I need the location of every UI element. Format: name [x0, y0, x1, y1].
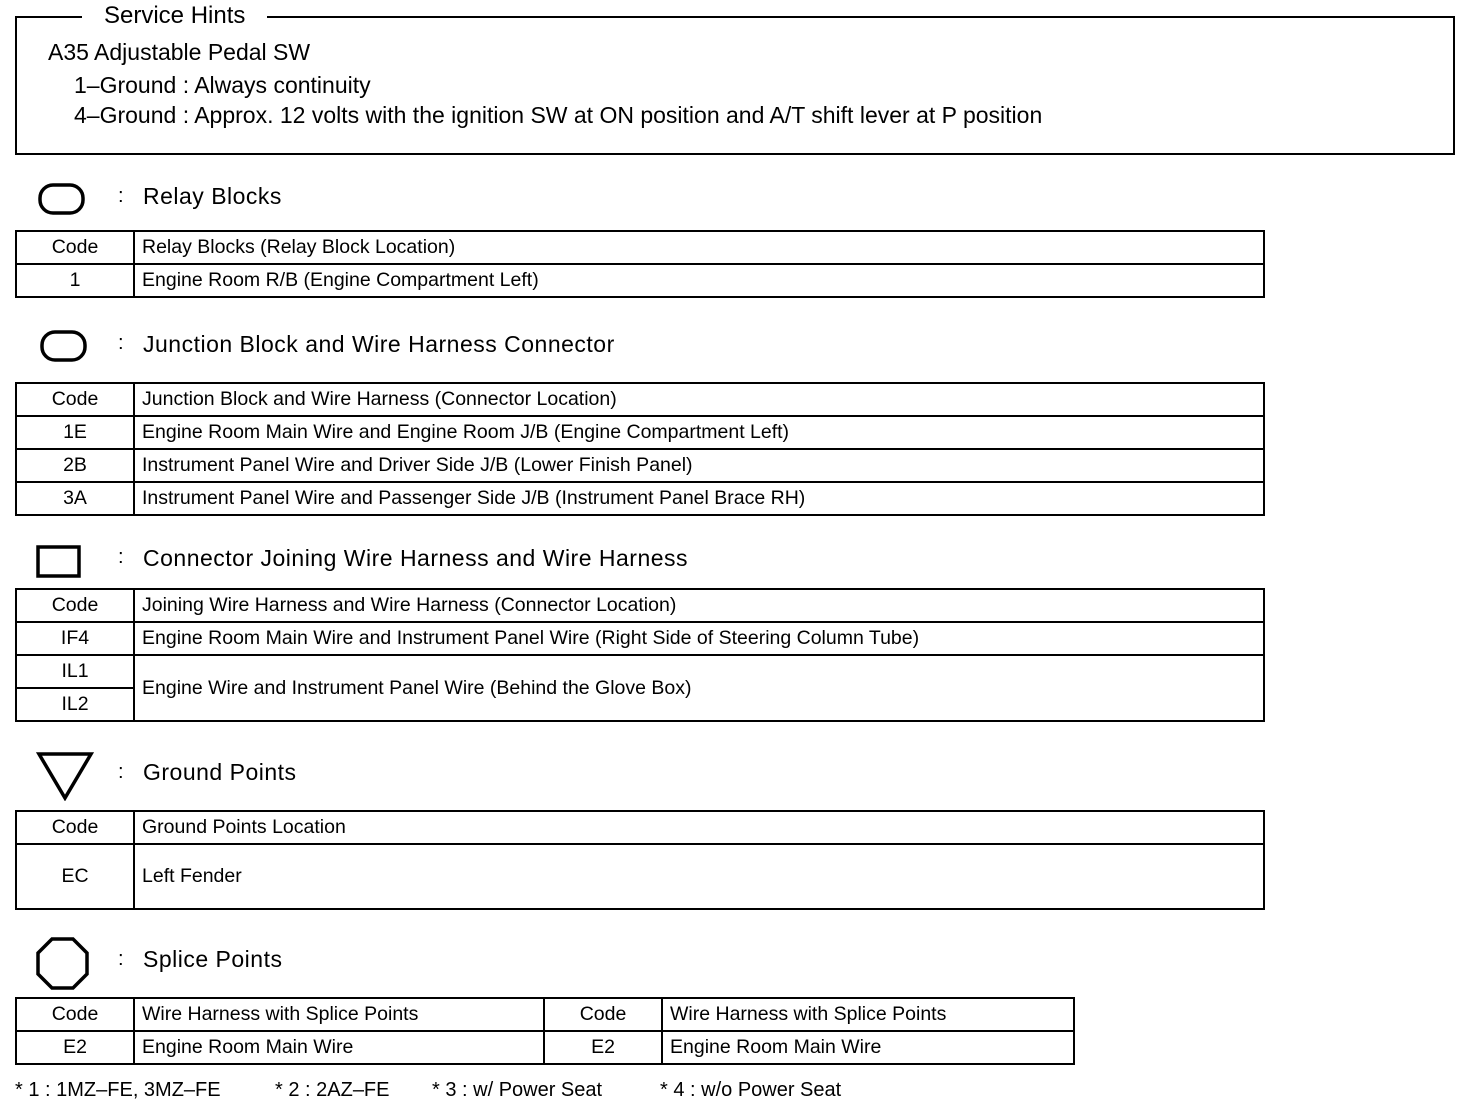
junction-block-table	[15, 382, 1265, 516]
splice-points-table	[15, 997, 1075, 1065]
component-name: A35 Adjustable Pedal SW	[48, 39, 311, 65]
triangle-down-icon	[36, 751, 94, 801]
row-desc: Engine Room Main Wire	[134, 1031, 544, 1064]
header-desc: Wire Harness with Splice Points	[662, 998, 1074, 1031]
separator-colon: :	[118, 948, 124, 970]
table-header-row	[16, 383, 1264, 416]
table-header-row	[16, 811, 1264, 844]
separator-colon: :	[118, 185, 124, 207]
row-code: IL2	[16, 688, 134, 721]
rectangle-icon	[36, 544, 84, 580]
table-row	[16, 449, 1264, 482]
hint-line-2: 4–Ground : Approx. 12 volts with the ignition SW at ON position and A/T shift lever at P position	[74, 102, 1043, 128]
row-code: 2B	[16, 449, 134, 482]
footnote: * 2 : 2AZ–FE	[275, 1079, 390, 1101]
service-hints-title: Service Hints	[82, 2, 267, 30]
header-code: Code	[16, 998, 134, 1031]
row-code: 1E	[16, 416, 134, 449]
table-row	[16, 264, 1264, 297]
section-title-connectors: Connector Joining Wire Harness and Wire Harness	[143, 545, 689, 571]
table-row	[16, 1031, 1074, 1064]
footnote: * 4 : w/o Power Seat	[660, 1079, 842, 1101]
header-code: Code	[544, 998, 662, 1031]
row-desc: Instrument Panel Wire and Passenger Side J/B (Instrument Panel Brace RH)	[134, 482, 1264, 515]
table-row	[16, 844, 1264, 909]
footnote: * 1 : 1MZ–FE, 3MZ–FE	[15, 1079, 221, 1101]
row-code: IL1	[16, 655, 134, 688]
row-code: E2	[16, 1031, 134, 1064]
row-desc: Engine Room Main Wire and Instrument Panel Wire (Right Side of Steering Column Tube)	[134, 622, 1264, 655]
row-code: 3A	[16, 482, 134, 515]
row-desc: Engine Room Main Wire	[662, 1031, 1074, 1064]
row-desc: Engine Wire and Instrument Panel Wire (Behind the Glove Box)	[134, 655, 1264, 721]
connector-table	[15, 588, 1265, 722]
header-code: Code	[16, 589, 134, 622]
section-title-junction-block: Junction Block and Wire Harness Connector	[143, 331, 615, 357]
rounded-rect-icon	[38, 182, 86, 216]
relay-blocks-table	[15, 230, 1265, 298]
header-desc: Joining Wire Harness and Wire Harness (Connector Location)	[134, 589, 1264, 622]
section-title-ground-points: Ground Points	[143, 759, 297, 785]
footnote: * 3 : w/ Power Seat	[432, 1079, 603, 1101]
row-code: E2	[544, 1031, 662, 1064]
header-code: Code	[16, 231, 134, 264]
table-row	[16, 482, 1264, 515]
ground-points-table	[15, 810, 1265, 910]
header-code: Code	[16, 811, 134, 844]
table-header-row	[16, 231, 1264, 264]
row-desc: Engine Room R/B (Engine Compartment Left)	[134, 264, 1264, 297]
table-row	[16, 416, 1264, 449]
table-header-row	[16, 998, 1074, 1031]
header-desc: Wire Harness with Splice Points	[134, 998, 544, 1031]
row-desc: Engine Room Main Wire and Engine Room J/B (Engine Compartment Left)	[134, 416, 1264, 449]
section-title-splice-points: Splice Points	[143, 946, 283, 972]
header-desc: Junction Block and Wire Harness (Connector Location)	[134, 383, 1264, 416]
row-desc: Left Fender	[134, 844, 1264, 909]
separator-colon: :	[118, 761, 124, 783]
table-row	[16, 622, 1264, 655]
row-code: EC	[16, 844, 134, 909]
header-code: Code	[16, 383, 134, 416]
table-header-row	[16, 589, 1264, 622]
separator-colon: :	[118, 332, 124, 354]
header-desc: Relay Blocks (Relay Block Location)	[134, 231, 1264, 264]
row-desc: Instrument Panel Wire and Driver Side J/B (Lower Finish Panel)	[134, 449, 1264, 482]
hint-line-1: 1–Ground : Always continuity	[74, 72, 371, 98]
section-title-relay-blocks: Relay Blocks	[143, 183, 282, 209]
table-row	[16, 655, 1264, 688]
row-code: IF4	[16, 622, 134, 655]
row-code: 1	[16, 264, 134, 297]
header-desc: Ground Points Location	[134, 811, 1264, 844]
rounded-rect-icon	[40, 329, 88, 363]
octagon-icon	[35, 936, 91, 992]
separator-colon: :	[118, 546, 124, 568]
